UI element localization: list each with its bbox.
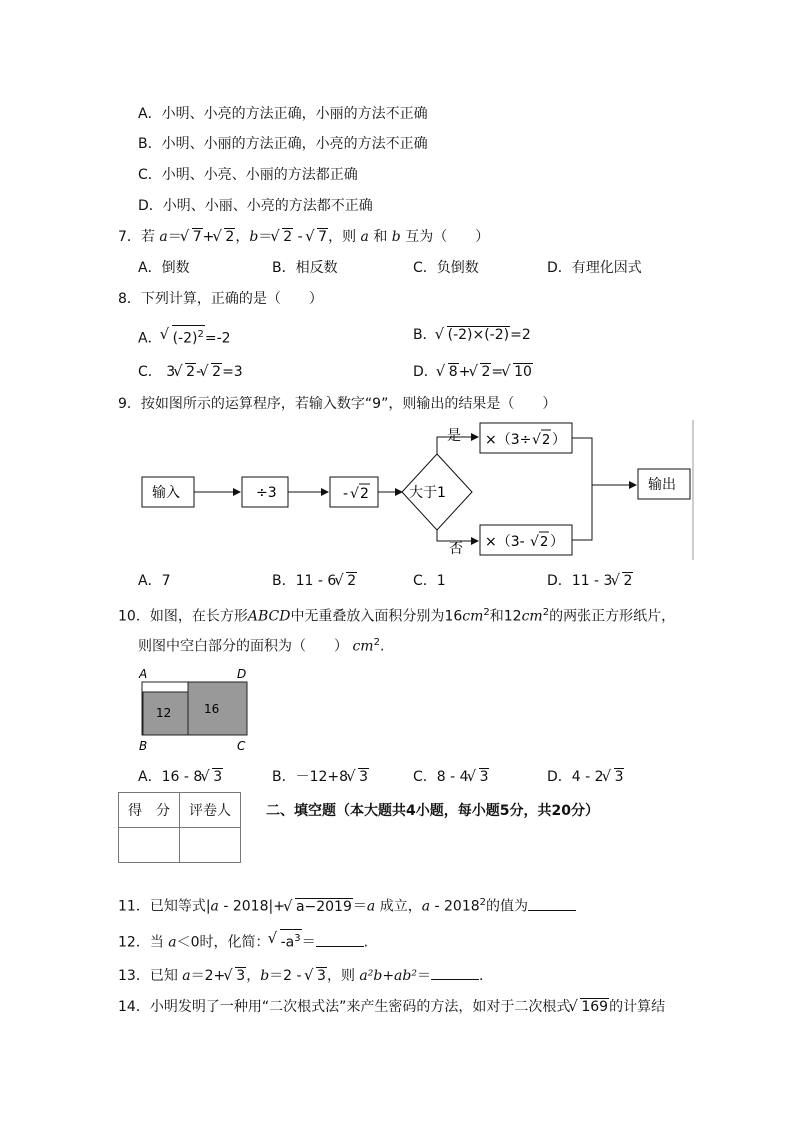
- flow-input-label: 输入: [152, 485, 180, 501]
- q8-option-a: A．√ $(-2)^2=-2$: [138, 325, 231, 349]
- svg-text:12: 12: [156, 706, 172, 720]
- grader-cell[interactable]: [180, 828, 241, 863]
- q6-option-a: A．小明、小亮的方法正确，小丽的方法不正确: [138, 106, 428, 122]
- svg-text:√: √: [530, 534, 539, 550]
- q8-option-c: C． 3√ 2-√ 2=3: [138, 362, 243, 382]
- q13-answer-blank[interactable]: [431, 965, 479, 980]
- q9-option-c: C．1: [413, 573, 446, 589]
- q9-stem: 9．按如图所示的运算程序，若输入数字“9”，则输出的结果是（ ）: [118, 396, 557, 412]
- q7-option-b: B．相反数: [272, 260, 338, 276]
- q10-option-a: A．16 - 8√ 3: [138, 767, 223, 787]
- q13-stem: 13．已知 a＝2+√ 3，b＝2 - √ 3，则 a²b+ab²＝ .: [118, 965, 483, 986]
- q10-option-c: C．8 - 4√ 3: [413, 767, 489, 787]
- svg-text:）: ）: [552, 432, 566, 448]
- svg-text:）: ）: [550, 534, 564, 550]
- q9-option-d: D．11 - 3√ 2: [547, 571, 633, 591]
- svg-text:√: √: [532, 432, 541, 448]
- q10-stem-line2: 则图中空白部分的面积为（ ） $cm^2$.: [138, 637, 385, 655]
- q7-stem: 7．若 a＝√ 7+√ 2，b＝√ 2 - √ 7，则 a 和 b 互为（ ）: [118, 227, 489, 247]
- svg-text:B: B: [139, 739, 148, 753]
- q12-answer-blank[interactable]: [316, 932, 364, 947]
- q7-option-d: D．有理化因式: [547, 260, 642, 276]
- q8-option-d: D．√ 8+√ 2=√ 10: [413, 362, 533, 382]
- q9-option-a: A．7: [138, 573, 171, 589]
- flow-divide-label: ÷3: [256, 485, 277, 501]
- svg-text:D: D: [237, 667, 247, 681]
- q8-option-b: B．√ (-2)×(-2)=2: [413, 325, 531, 345]
- q6-option-b: B．小明、小丽的方法正确，小亮的方法不正确: [138, 136, 428, 152]
- q11-answer-blank[interactable]: [528, 896, 576, 911]
- q10-option-d: D．4 - 2√ 3: [547, 767, 624, 787]
- flow-bottom-label: ×（3-: [485, 534, 525, 550]
- svg-text:16: 16: [204, 702, 220, 716]
- q14-stem: 14．小明发明了一种用“二次根式法”来产生密码的方法，如对于二次根式√ 169的计算结: [118, 997, 665, 1017]
- svg-text:2: 2: [542, 433, 551, 448]
- flow-output-label: 输出: [648, 477, 676, 493]
- section-2-title: 二、填空题（本大题共4小题，每小题5分，共20分）: [266, 803, 599, 819]
- score-header: 得 分: [119, 793, 180, 828]
- q10-stem-line1: 10．如图，在长方形ABCD中无重叠放入面积分别为$16cm^2$和$12cm^2$的两张正方形纸片，: [118, 607, 676, 625]
- q11-stem: 11．已知等式|a - 2018|+√ a−2019＝a 成立，a - 2018$^2$的值为: [118, 893, 576, 917]
- q9-flowchart: [130, 420, 700, 562]
- q7-option-c: C．负倒数: [413, 260, 479, 276]
- grader-header: 评卷人: [180, 793, 241, 828]
- q10-option-b: B．－12+8√ 3: [272, 767, 369, 787]
- flow-no-label: 否: [449, 541, 463, 557]
- svg-text:√: √: [350, 486, 359, 502]
- svg-text:2: 2: [540, 535, 549, 550]
- q12-stem: 12．当 a＜0时，化简：√ $-a^3=$ .: [118, 929, 368, 953]
- q7-option-a: A．倒数: [138, 260, 190, 276]
- score-table: [118, 792, 241, 863]
- q6-option-c: C．小明、小亮、小丽的方法都正确: [138, 167, 358, 183]
- svg-text:A: A: [139, 667, 148, 681]
- q8-stem: 8．下列计算，正确的是（ ）: [118, 291, 323, 307]
- q6-option-d: D．小明、小丽、小亮的方法都不正确: [138, 198, 373, 214]
- flow-neg-sign: -: [343, 486, 349, 502]
- flow-yes-label: 是: [447, 428, 461, 444]
- score-cell[interactable]: [119, 828, 180, 863]
- svg-text:C: C: [237, 739, 246, 753]
- q10-figure: [134, 662, 258, 756]
- flow-neg-rad: 2: [360, 486, 369, 502]
- flow-top-label: ×（3÷: [485, 432, 532, 448]
- q9-option-b: B．11 - 6√ 2: [272, 571, 357, 591]
- flow-condition-label: 大于1: [409, 485, 446, 501]
